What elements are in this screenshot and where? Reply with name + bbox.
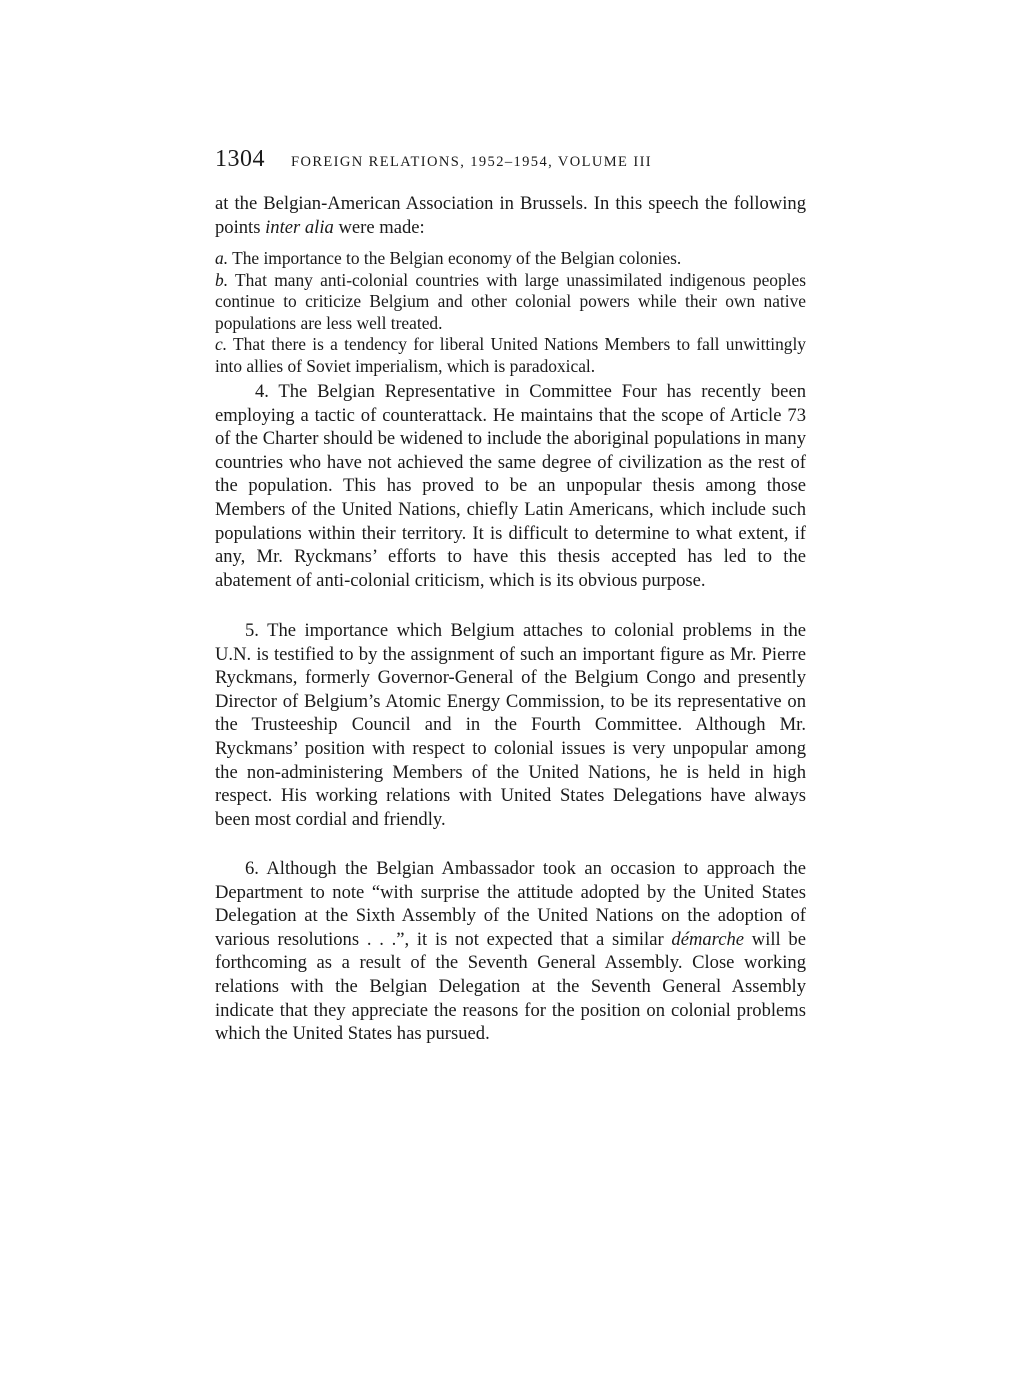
intro-text-end: were made: [333, 216, 425, 238]
paragraph-6-text-end: will be forthcoming as a result of the Seventh General Assembly. Close working relations with the Belgian Delegation at the Seventh General Assembly indicate that they appreciate the reasons for the position on colonial problems which the United States has pursued. [215, 928, 806, 1045]
list-marker: c. [215, 334, 228, 354]
paragraph-5-text: 5. The importance which Belgium attaches to colonial problems in the U.N. is testified to by the assignment of such an important figure as Mr. Pierre Ryckmans, formerly Governor-General of the Belgium Congo and presently Director of Belgium’s Atomic Energy Commission, to be its representative on the Trusteeship Council and in the Fourth Committee. Although Mr. Ryckmans’ position with respect to colonial issues is very unpopular among the non-administering Members of the United Nations, he is held in high respect. His working relations with United States Delegations have always been most cordial and friendly. [215, 620, 806, 830]
points-list [215, 248, 806, 377]
paragraph-6-text: 6. Although the Belgian Ambassador took an occasion to approach the Department to note “with surprise the attitude adopted by the United States Delegation at the Sixth Assembly of the United Nations on the adoption of various resolutions . . .”, it is not expected that a similar [215, 858, 806, 950]
list-item [215, 248, 806, 270]
paragraph-4-text: 4. The Belgian Representative in Committee Four has recently been employing a tactic of counterattack. He maintains that the scope of Article 73 of the Charter should be widened to include the aboriginal populations in many countries who have not achieved the same degree of civilization as the rest of the population. This has proved to be an unpopular thesis among those Members of the United Nations, chiefly Latin Americans, which include such populations within their territory. It is difficult to determine to what extent, if any, Mr. Ryckmans’ efforts to have this thesis accepted has led to the abatement of anti-colonial criticism, which is its obvious purpose. [215, 381, 806, 591]
intro-paragraph [215, 192, 806, 239]
running-head [215, 146, 815, 178]
list-item [215, 334, 806, 377]
list-item [215, 270, 806, 335]
page-number: 1304 [215, 146, 265, 172]
list-marker: a. [215, 248, 229, 268]
list-item-text: The importance to the Belgian economy of the Belgian colonies. [228, 248, 682, 268]
list-item-text: That there is a tendency for liberal United Nations Members to fall unwittingly into allies of Soviet imperialism, which is paradoxical. [215, 334, 806, 376]
paragraph-5 [215, 619, 806, 831]
paragraph-6-italic: démarche [671, 928, 745, 950]
paragraph-4 [215, 380, 806, 592]
paragraph-6 [215, 857, 806, 1046]
running-title: FOREIGN RELATIONS, 1952–1954, VOLUME III [291, 154, 653, 170]
intro-text: at the Belgian-American Association in Brussels. In this speech the following points [215, 193, 806, 238]
list-item-text: That many anti-colonial countries with large unassimilated indigenous peoples continue to criticize Belgium and other colonial powers while their own native populations are less well treated. [215, 269, 806, 333]
intro-italic: inter alia [265, 216, 334, 238]
list-marker: b. [215, 269, 229, 290]
